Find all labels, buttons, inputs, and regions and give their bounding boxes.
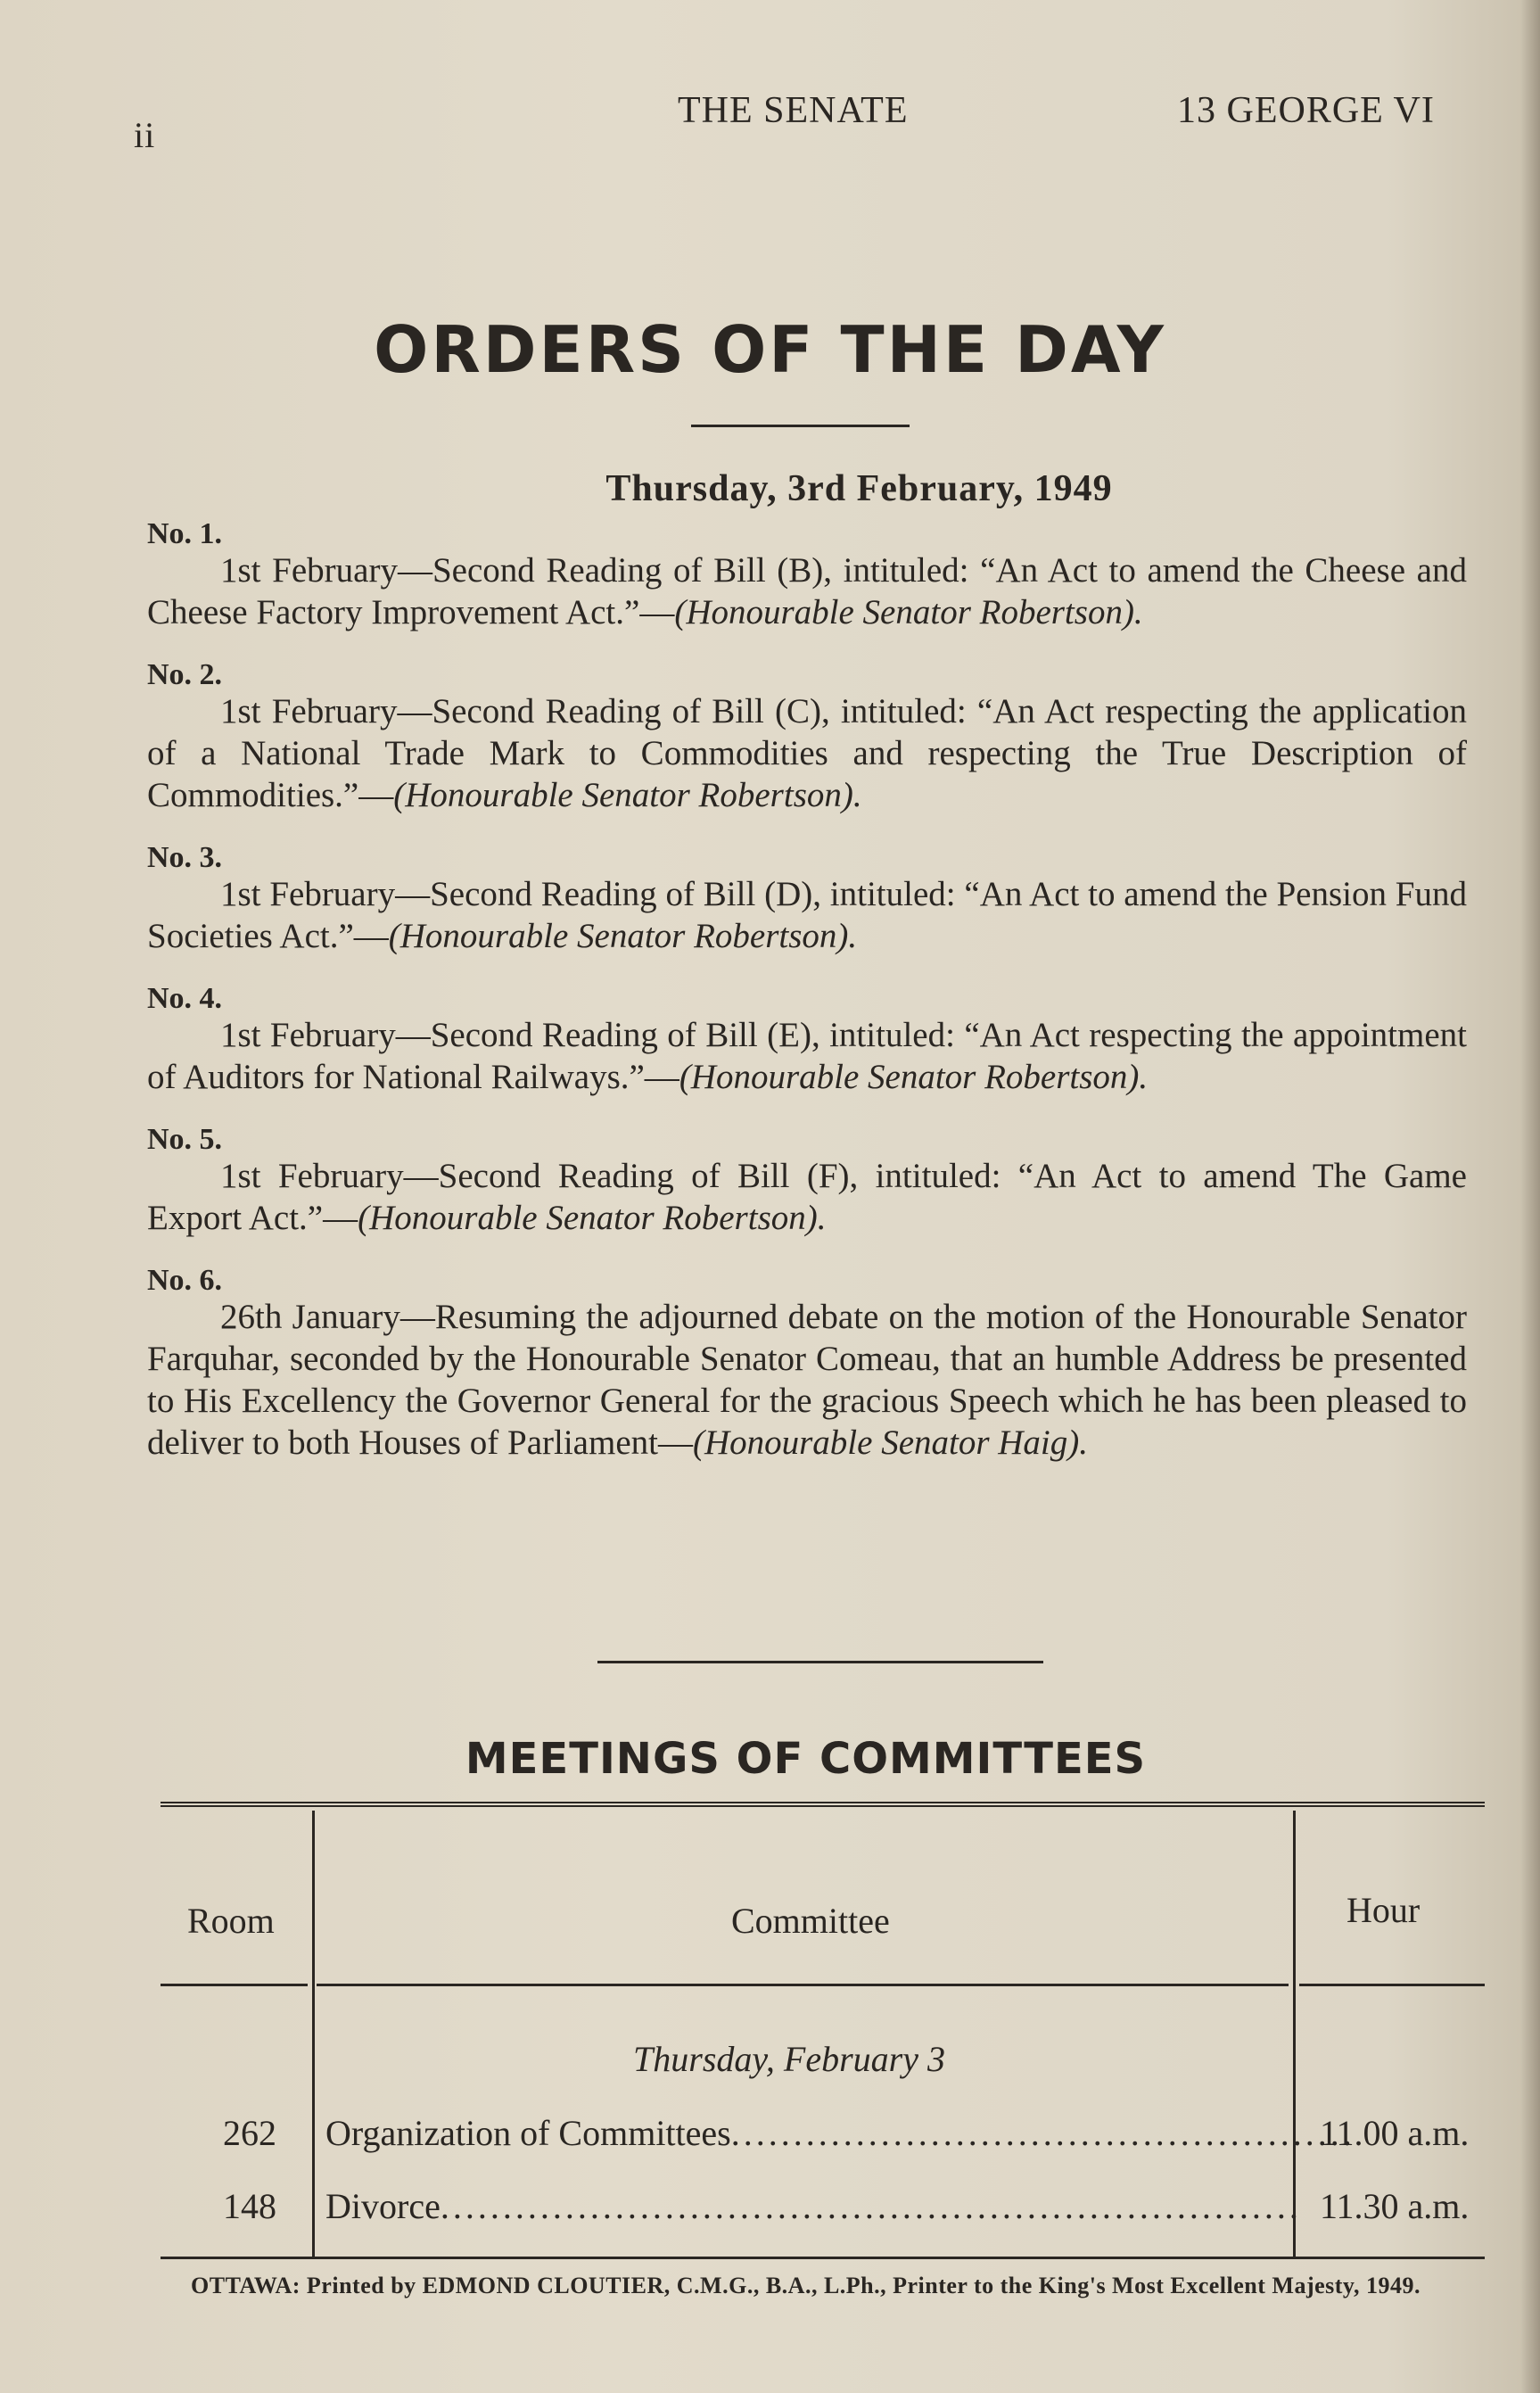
page-title: ORDERS OF THE DAY bbox=[374, 312, 1166, 387]
order-mover: (Honourable Senator Robertson). bbox=[388, 917, 858, 955]
order-text bbox=[147, 873, 1467, 957]
order-item bbox=[147, 656, 1467, 816]
header-rule bbox=[1299, 1984, 1485, 1986]
committees-table bbox=[161, 1802, 1485, 2265]
leader-dots: ..................................................................... bbox=[440, 2186, 1302, 2226]
row-committee bbox=[325, 2185, 1302, 2227]
title-rule bbox=[691, 425, 910, 427]
printer-imprint: OTTAWA: Printed by EDMOND CLOUTIER, C.M.G., B.A., L.Ph., Printer to the King's Most Excellent Majesty, 1949. bbox=[191, 2273, 1421, 2298]
row-room: 148 bbox=[223, 2186, 276, 2226]
table-bottom-rule bbox=[161, 2257, 1485, 2259]
column-header-committee: Committee bbox=[731, 1901, 890, 1941]
order-item bbox=[147, 839, 1467, 957]
column-header-room: Room bbox=[187, 1901, 275, 1941]
order-number: No. 2. bbox=[147, 658, 223, 691]
order-number: No. 1. bbox=[147, 517, 223, 550]
order-mover: (Honourable Senator Robertson). bbox=[674, 593, 1143, 631]
row-hour: 11.30 a.m. bbox=[1320, 2186, 1470, 2226]
order-item bbox=[147, 516, 1467, 633]
order-mover: (Honourable Senator Robertson). bbox=[358, 1199, 827, 1237]
order-mover: (Honourable Senator Robertson). bbox=[679, 1058, 1149, 1096]
order-text bbox=[147, 1014, 1467, 1098]
order-item bbox=[147, 980, 1467, 1098]
row-room: 262 bbox=[223, 2113, 276, 2153]
order-body: 1st February—Second Reading of Bill (F), intituled: “An Act to amend The Game Export Act.”— bbox=[147, 1157, 1467, 1237]
committee-name: Organization of Committees bbox=[325, 2113, 731, 2153]
order-body: 26th January—Resuming the adjourned debate on the motion of the Honourable Senator Farquhar, seconded by the Honourable Senator Comeau, that an humble Address be presented to His Excellency the Governor General for the gracious Speech which he has been pleased to deliver to both Houses of Parliament— bbox=[147, 1298, 1467, 1462]
sitting-date: Thursday, 3rd February, 1949 bbox=[605, 468, 1113, 509]
order-mover: (Honourable Senator Robertson). bbox=[393, 776, 862, 814]
order-text bbox=[147, 690, 1467, 816]
leader-dots: .................................................. bbox=[730, 2113, 1355, 2153]
order-text bbox=[147, 1296, 1467, 1464]
column-header-hour: Hour bbox=[1346, 1890, 1421, 1930]
running-head-chamber: THE SENATE bbox=[678, 90, 909, 131]
meetings-title: MEETINGS OF COMMITTEES bbox=[465, 1734, 1147, 1784]
table-row bbox=[161, 2112, 1485, 2157]
order-item bbox=[147, 1121, 1467, 1239]
order-number: No. 3. bbox=[147, 841, 223, 874]
meeting-day-label: Thursday, February 3 bbox=[633, 2039, 945, 2079]
order-body: 1st February—Second Reading of Bill (C), intituled: “An Act respecting the application of a National Trade Mark to Commodities and respecting the True Description of Commodities.”— bbox=[147, 692, 1467, 814]
order-body: 1st February—Second Reading of Bill (D), intituled: “An Act to amend the Pension Fund Societies Act.”— bbox=[147, 875, 1467, 955]
header-rule bbox=[317, 1984, 1289, 1986]
running-head-reign: 13 GEORGE VI bbox=[1177, 90, 1435, 131]
order-item bbox=[147, 1262, 1467, 1464]
orders-list bbox=[147, 516, 1467, 1487]
order-body: 1st February—Second Reading of Bill (B), intituled: “An Act to amend the Cheese and Cheese Factory Improvement Act.”— bbox=[147, 551, 1467, 631]
table-top-rule bbox=[161, 1802, 1485, 1807]
section-rule bbox=[597, 1661, 1043, 1663]
order-text bbox=[147, 549, 1467, 633]
table-row bbox=[161, 2185, 1485, 2230]
order-number: No. 5. bbox=[147, 1123, 223, 1156]
order-text bbox=[147, 1155, 1467, 1239]
order-body: 1st February—Second Reading of Bill (E), intituled: “An Act respecting the appointment of Auditors for National Railways.”— bbox=[147, 1016, 1467, 1096]
row-committee bbox=[325, 2112, 1355, 2154]
committee-name: Divorce bbox=[325, 2186, 441, 2226]
header-rule bbox=[161, 1984, 308, 1986]
order-number: No. 6. bbox=[147, 1264, 223, 1297]
page-number: ii bbox=[134, 115, 156, 155]
order-number: No. 4. bbox=[147, 982, 223, 1015]
row-hour: 11.00 a.m. bbox=[1320, 2113, 1470, 2153]
order-mover: (Honourable Senator Haig). bbox=[692, 1423, 1089, 1462]
